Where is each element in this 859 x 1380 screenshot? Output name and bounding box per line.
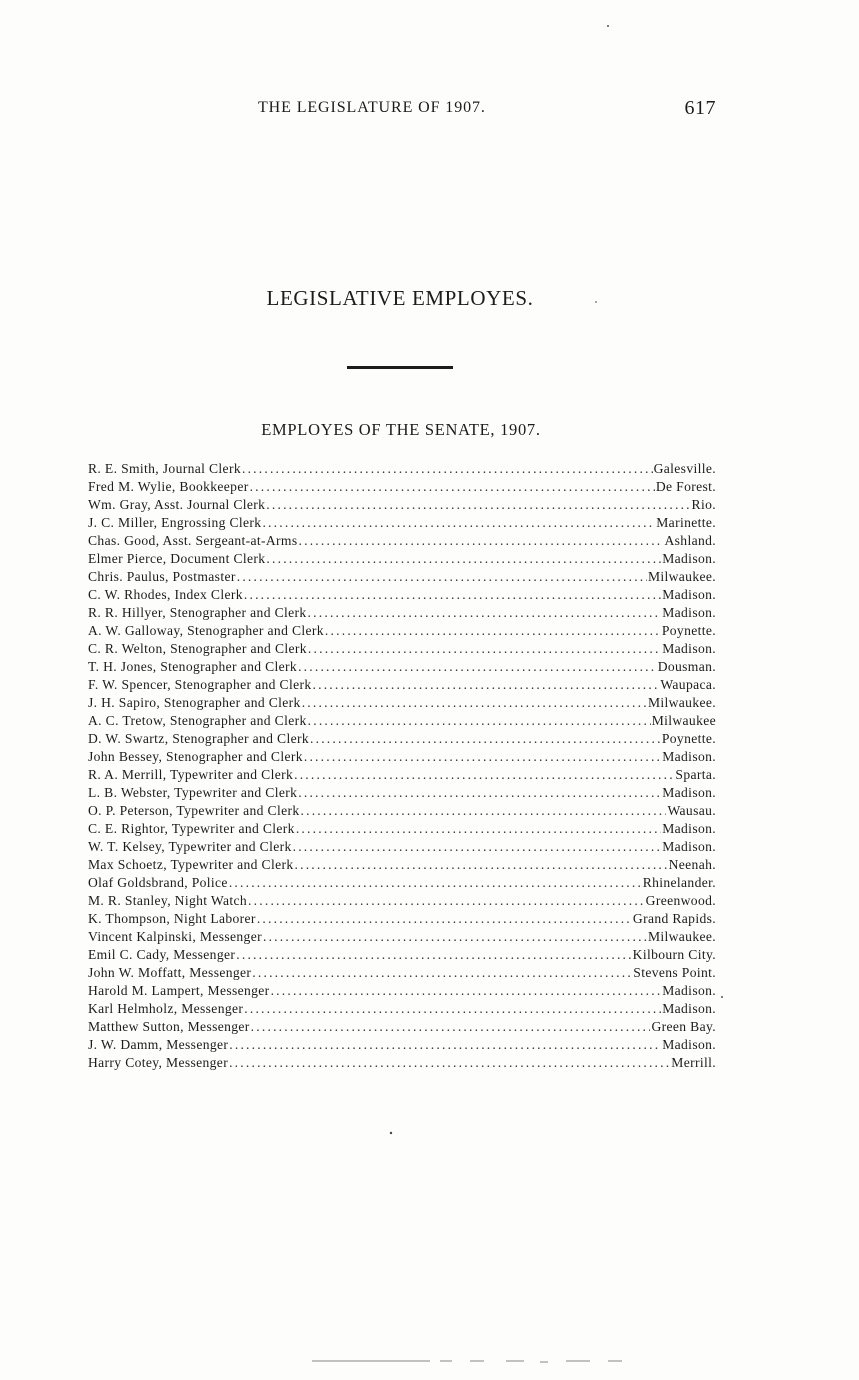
employee-name: D. W. Swartz, Stenographer and Clerk <box>88 731 309 746</box>
employee-residence: Wausau. <box>667 803 716 818</box>
employee-name: W. T. Kelsey, Typewriter and Clerk <box>88 839 292 854</box>
employee-name: M. R. Stanley, Night Watch <box>88 893 248 908</box>
employee-residence: Poynette. <box>661 623 716 638</box>
employee-residence: Kilbourn City. <box>632 947 716 962</box>
employee-residence: Madison. <box>662 605 716 620</box>
employee-residence: Sparta. <box>675 767 716 782</box>
employee-name: J. C. Miller, Engrossing Clerk <box>88 515 262 530</box>
employee-residence: Rhinelander. <box>642 875 716 890</box>
employee-name: T. H. Jones, Stenographer and Clerk <box>88 659 298 674</box>
employee-residence: Milwaukee. <box>647 695 716 710</box>
main-heading: LEGISLATIVE EMPLOYES. <box>266 286 534 310</box>
employee-name: Karl Helmholz, Messenger <box>88 1001 244 1016</box>
employee-name: O. P. Peterson, Typewriter and Clerk <box>88 803 300 818</box>
employee-name: Vincent Kalpinski, Messenger <box>88 929 262 944</box>
employee-residence: Grand Rapids. <box>632 911 716 926</box>
employee-name: Emil C. Cady, Messenger <box>88 947 236 962</box>
employee-residence: Madison. <box>662 1037 716 1052</box>
employee-name: A. W. Galloway, Stenographer and Clerk <box>88 623 324 638</box>
employee-name: R. A. Merrill, Typewriter and Clerk <box>88 767 294 782</box>
running-title: THE LEGISLATURE OF 1907. <box>258 99 486 116</box>
employee-name: Elmer Pierce, Document Clerk <box>88 551 266 566</box>
employee-name: Harry Cotey, Messenger <box>88 1055 229 1070</box>
employee-name: Olaf Goldsbrand, Police <box>88 875 228 890</box>
employee-name: F. W. Spencer, Stenographer and Clerk <box>88 677 312 692</box>
employee-residence: Madison. <box>662 821 716 836</box>
employee-name: R. E. Smith, Journal Clerk <box>88 461 241 476</box>
employee-residence: Green Bay. <box>651 1019 716 1034</box>
employee-residence: Waupaca. <box>660 677 716 692</box>
employee-name: K. Thompson, Night Laborer <box>88 911 256 926</box>
employee-residence: Rio. <box>691 497 716 512</box>
employee-name: A. C. Tretow, Stenographer and Clerk <box>88 713 307 728</box>
employee-residence: Milwaukee. <box>647 569 716 584</box>
section-heading: EMPLOYES OF THE SENATE, 1907. <box>261 420 541 439</box>
employee-residence: Madison. <box>662 641 716 656</box>
employee-name: L. B. Webster, Typewriter and Clerk <box>88 785 298 800</box>
employee-name: Max Schoetz, Typewriter and Clerk <box>88 857 294 872</box>
employee-name: Chas. Good, Asst. Sergeant-at-Arms <box>88 533 298 548</box>
employee-name: R. R. Hillyer, Stenographer and Clerk <box>88 605 307 620</box>
employee-name: J. W. Damm, Messenger <box>88 1037 229 1052</box>
employee-name: Wm. Gray, Asst. Journal Clerk <box>88 497 266 512</box>
employee-name: John Bessey, Stenographer and Clerk <box>88 749 303 764</box>
employee-residence: Madison. <box>662 839 716 854</box>
employee-residence: Madison. <box>662 587 716 602</box>
employee-residence: Marinette. <box>656 515 716 530</box>
employee-residence: Neenah. <box>668 857 716 872</box>
employee-name: C. R. Welton, Stenographer and Clerk <box>88 641 307 656</box>
employee-residence: Poynette. <box>661 731 716 746</box>
employee-name: Chris. Paulus, Postmaster <box>88 569 236 584</box>
employee-residence: Madison. <box>662 785 716 800</box>
employee-name: John W. Moffatt, Messenger <box>88 965 252 980</box>
employee-name: C. W. Rhodes, Index Clerk <box>88 587 243 602</box>
employee-residence: Merrill. <box>671 1055 716 1070</box>
employee-residence: Galesville. <box>653 461 716 476</box>
page-number: 617 <box>684 97 716 119</box>
employee-name: C. E. Rightor, Typewriter and Clerk <box>88 821 295 836</box>
employee-residence: Madison. <box>662 749 716 764</box>
employee-residence: Madison. <box>662 983 716 998</box>
employee-residence: Ashland. <box>664 533 716 548</box>
employee-residence: Dousman. <box>657 659 716 674</box>
employee-name: J. H. Sapiro, Stenographer and Clerk <box>88 695 301 710</box>
employee-name: Matthew Sutton, Messenger <box>88 1019 250 1034</box>
employee-name: Harold M. Lampert, Messenger <box>88 983 270 998</box>
employee-residence: De Forest. <box>655 479 716 494</box>
employee-residence: Greenwood. <box>645 893 716 908</box>
employee-residence: Madison. <box>662 1001 716 1016</box>
employee-residence: Milwaukee. <box>647 929 716 944</box>
employee-name: Fred M. Wylie, Bookkeeper <box>88 479 249 494</box>
employee-residence: Madison. <box>662 551 716 566</box>
employee-residence: Stevens Point. <box>633 965 716 980</box>
employee-residence: Milwaukee <box>651 713 716 728</box>
